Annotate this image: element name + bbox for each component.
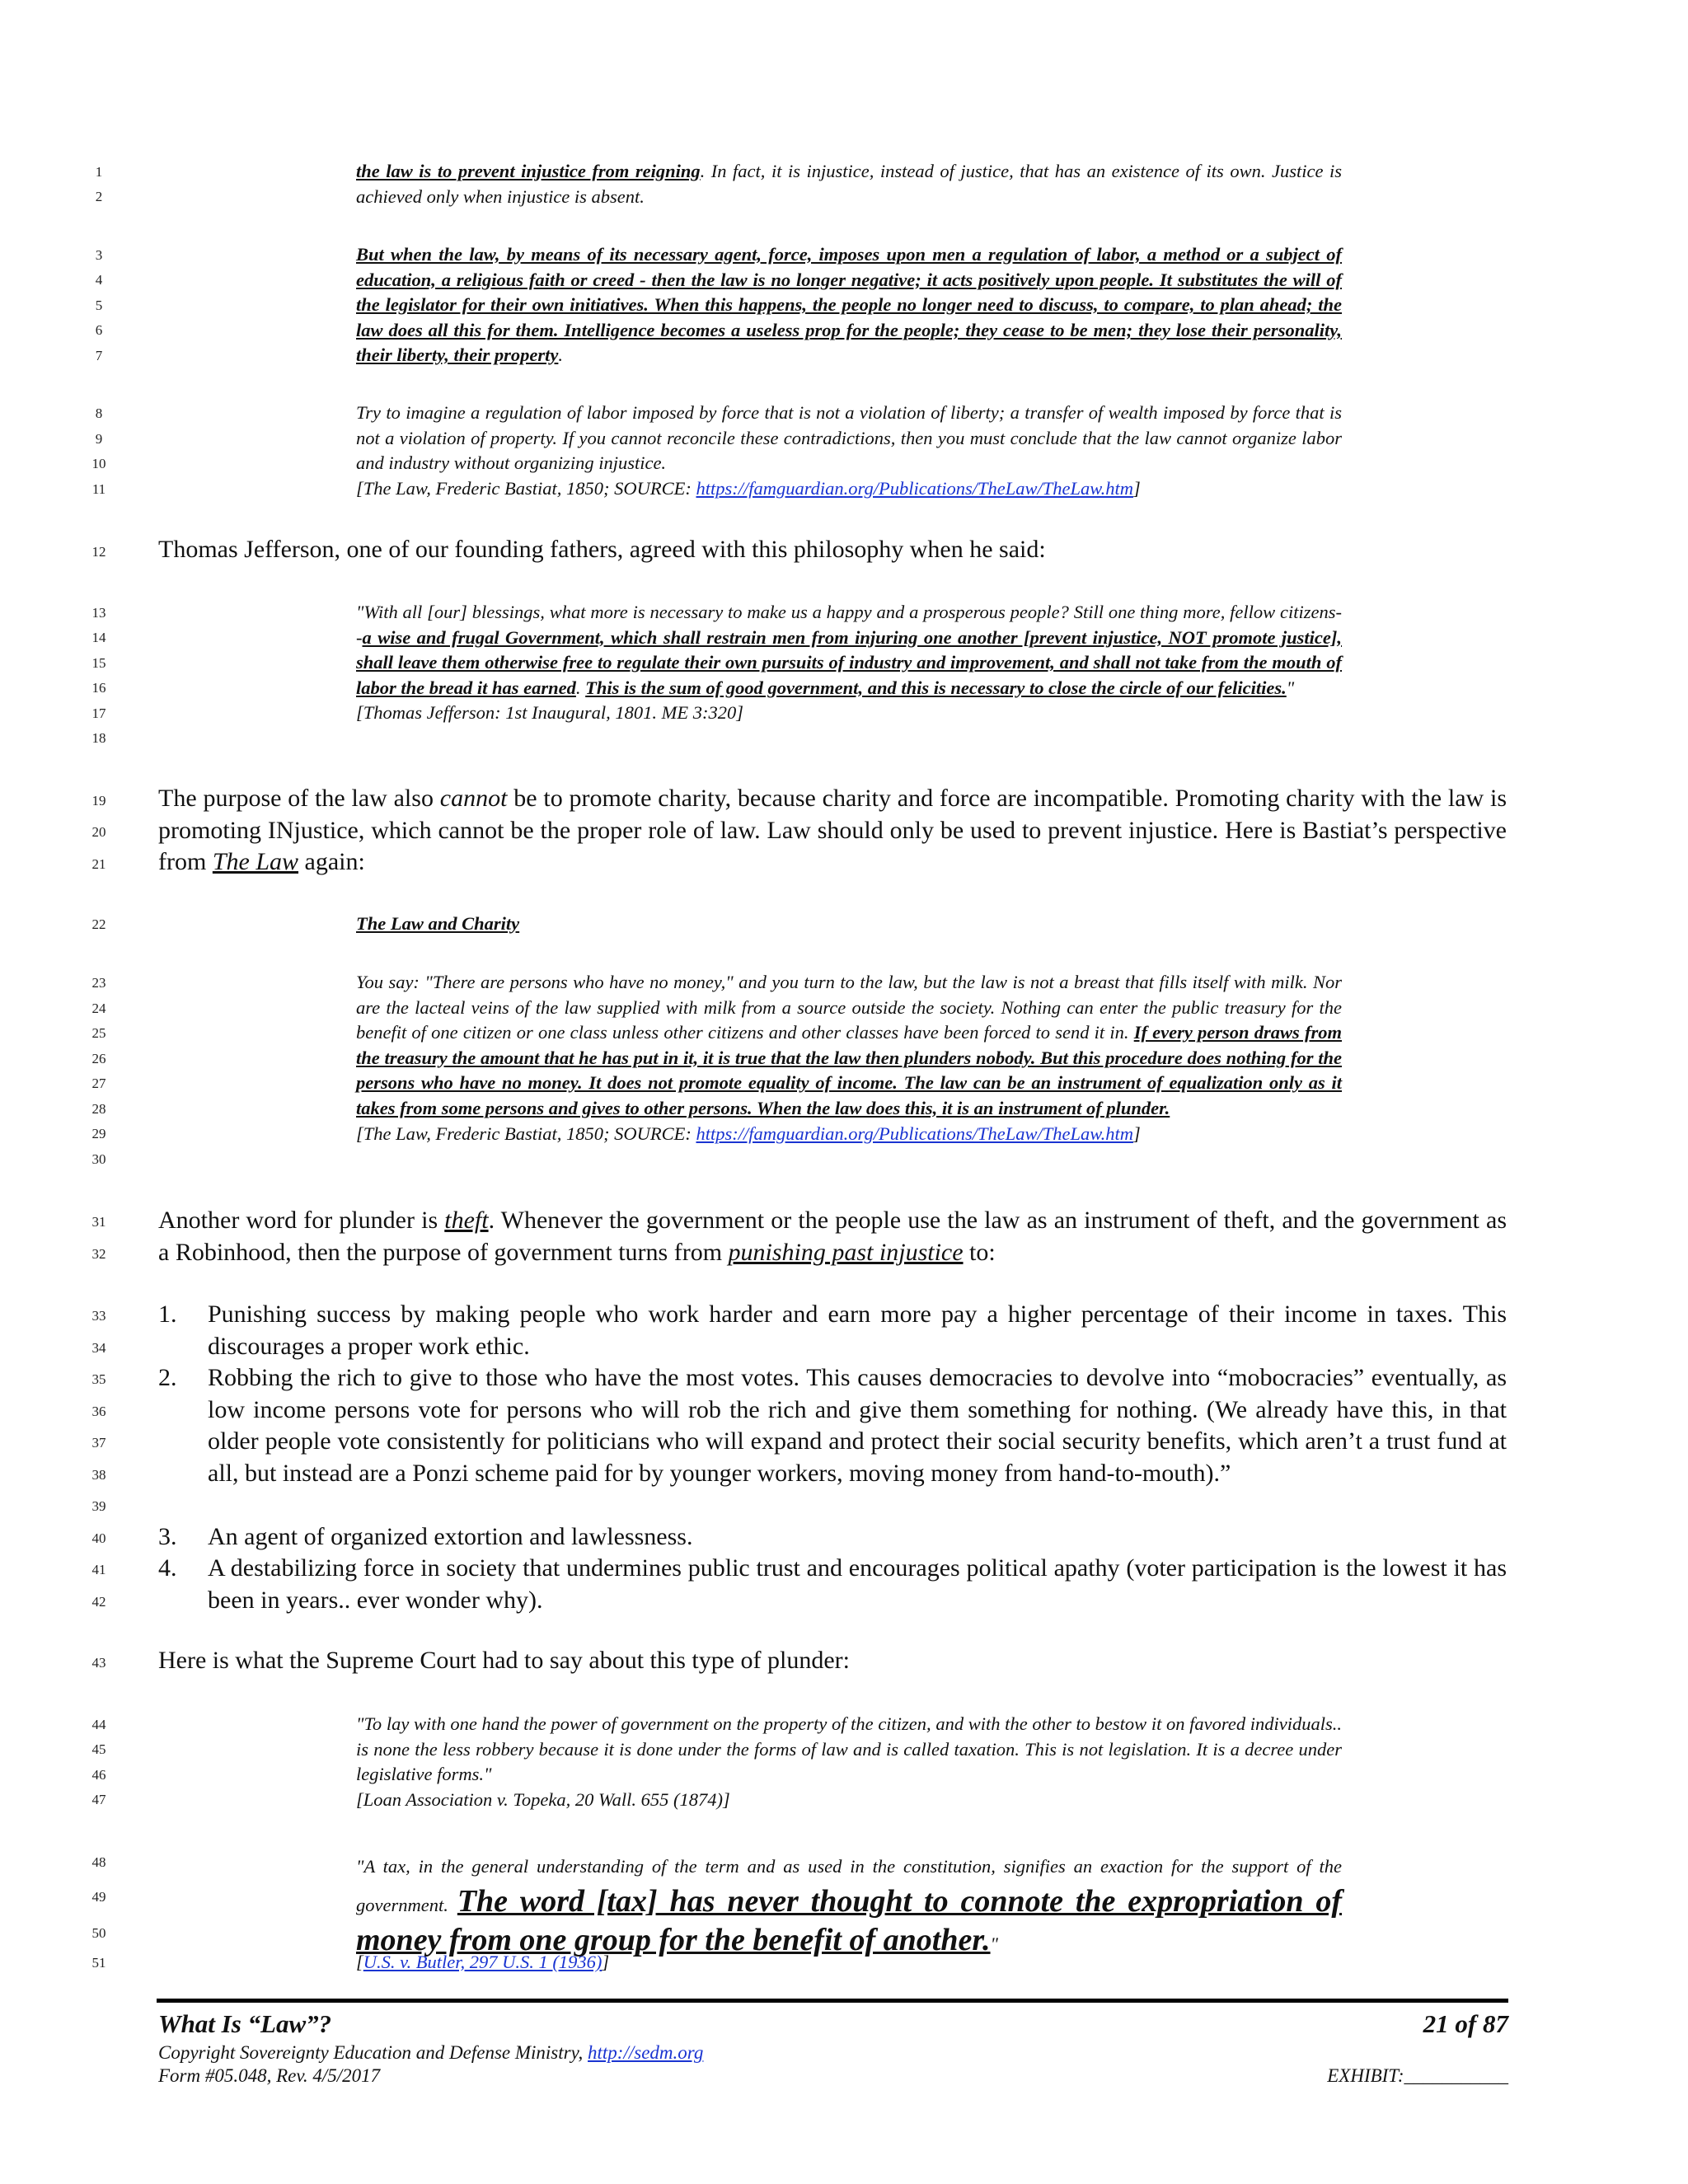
body-text: Here is what the Supreme Court had to say about this type of plunder:: [158, 1647, 850, 1674]
line-number: 40: [91, 1530, 106, 1546]
list-number: 3.: [158, 1523, 177, 1550]
body-text: be to promote charity, because charity and force are incompatible. Promoting charity with the law is promoting INjustice, which cannot be the proper role of law. Law should only be used to prevent injustice. Here is Bastiat’s perspective from: [158, 785, 1507, 875]
quote-bastiat-1: [356, 159, 1342, 209]
paragraph-supreme-court: [158, 1645, 1507, 1677]
quote-heading: [356, 912, 1342, 937]
quote-bastiat-charity: [356, 970, 1342, 1146]
list-number: 2.: [158, 1364, 177, 1391]
line-number: 12: [91, 544, 106, 560]
line-number: 24: [91, 1001, 106, 1016]
line-number: 47: [91, 1792, 106, 1807]
sedm-link[interactable]: http://sedm.org: [588, 2042, 704, 2063]
quote-bastiat-2: [356, 242, 1342, 368]
emphasis-text: a wise and frugal Government, which shall restrain men from injuring one another [prevent injustice, NOT promote justice], shall leave them otherwise free to regulate their own pursuits of industry and improvement, and shall not take from the mouth of labor the bread it has earned: [356, 626, 1342, 698]
quote-bastiat-3: [356, 401, 1342, 501]
body-text: . Whenever the government or the people use the law as an instrument of theft, and the government as a Robinhood, then the purpose of government turns from: [158, 1207, 1507, 1266]
body-text: cannot: [439, 785, 508, 812]
line-number: 38: [91, 1467, 106, 1483]
quote-text: ": [990, 1933, 998, 1954]
quote-butler: [356, 1849, 1342, 1961]
citation: [Thomas Jefferson: 1st Inaugural, 1801. ME 3:320]: [356, 702, 743, 724]
line-number: 26: [91, 1051, 106, 1066]
line-number: 15: [91, 655, 106, 671]
page-number: 21 of 87: [1423, 2009, 1508, 2038]
paragraph-plunder: [158, 1205, 1507, 1268]
source-link[interactable]: https://famguardian.org/Publications/TheLaw/TheLaw.htm: [696, 1122, 1133, 1144]
citation-text: [: [356, 1952, 363, 1972]
citation-text: [The Law, Frederic Bastiat, 1850; SOURCE:: [356, 1122, 696, 1144]
quote-text: "A tax, in the general understanding of the term and as used in the constitution, signifies an exaction for the support of the government.: [356, 1856, 1342, 1915]
citation: [356, 476, 1342, 502]
line-number: 29: [91, 1126, 106, 1141]
line-number: 51: [91, 1955, 106, 1971]
line-number: 21: [91, 856, 106, 872]
body-text: again:: [298, 848, 365, 875]
list-number: 1.: [158, 1301, 177, 1328]
line-number: 28: [91, 1101, 106, 1117]
list-item: [158, 1362, 1507, 1489]
line-number: 30: [91, 1151, 106, 1167]
quote-text: "To lay with one hand the power of government on the property of the citizen, and with the other to bestow it on favored individuals.. is none the less robbery because it is done under the forms of law and is called taxation. This is not legislation. It is a decree under legislative forms.": [356, 1713, 1342, 1785]
citation-butler: [356, 1950, 1342, 1975]
paragraph-charity: [158, 783, 1507, 879]
source-link[interactable]: https://famguardian.org/Publications/TheLaw/TheLaw.htm: [696, 477, 1133, 499]
line-number: 44: [91, 1717, 106, 1732]
line-number: 45: [91, 1741, 106, 1757]
list-text: An agent of organized extortion and lawlessness.: [208, 1523, 693, 1550]
quote-text: .: [575, 677, 586, 698]
line-number: 6: [95, 322, 103, 338]
line-number: 13: [91, 605, 106, 621]
line-number: 25: [91, 1025, 106, 1041]
line-number: 3: [95, 247, 103, 263]
line-number: 17: [91, 705, 106, 721]
heading-text: The Law and Charity: [356, 913, 520, 934]
footer-title: What Is “Law”?: [158, 2009, 332, 2038]
quote-text: .: [558, 344, 564, 366]
emphasis-text: But when the law, by means of its necessary agent, force, imposes upon men a regulation of labor, a method or a subject of education, a religious faith or creed - then the law is no longer negative; it acts positively upon people. It substitutes the will of the legislator for their own initiatives. When this happens, the people no longer need to discuss, to compare, to plan ahead; the law does all this for them. Intelligence becomes a useless prop for the people; they cease to be men; they lose their personality, their liberty, their property: [356, 244, 1342, 366]
line-number: 37: [91, 1435, 106, 1451]
emphasis-text: theft: [444, 1207, 489, 1234]
line-number: 10: [91, 456, 106, 471]
line-number: 36: [91, 1404, 106, 1419]
line-number: 16: [91, 680, 106, 696]
footer-copyright: [158, 2042, 703, 2064]
list-item: [158, 1299, 1507, 1362]
quote-text: Try to imagine a regulation of labor imposed by force that is not a violation of liberty; a transfer of wealth imposed by force that is not a violation of property. If you cannot reconcile these contradictions, then you must conclude that the law cannot organize labor and industry without organizing injustice.: [356, 402, 1342, 474]
line-number: 46: [91, 1767, 106, 1783]
citation: [Loan Association v. Topeka, 20 Wall. 655 (1874)]: [356, 1788, 730, 1810]
line-number: 22: [91, 916, 106, 932]
list-text: Punishing success by making people who work harder and earn more pay a higher percentage of their income in taxes. This discourages a proper work ethic.: [208, 1301, 1507, 1360]
line-number: 42: [91, 1594, 106, 1610]
line-number: 32: [91, 1246, 106, 1262]
line-number: 43: [91, 1655, 106, 1671]
book-title: The Law: [212, 848, 299, 875]
line-number: 27: [91, 1076, 106, 1091]
line-number: 4: [95, 272, 103, 288]
citation-text: ]: [602, 1952, 610, 1972]
emphasis-text: If every person draws from the treasury the amount that he has put in it, it is true that the law then plunders nobody. But this procedure does nothing for the persons who have no money. It does not promote equality of income. The law can be an instrument of equalization only as it takes from some persons and gives to other persons. When the law does this, it is an instrument of plunder.: [356, 1022, 1343, 1118]
line-number: 49: [91, 1889, 106, 1905]
list-item: [158, 1553, 1507, 1616]
list-number: 4.: [158, 1554, 177, 1582]
line-number: 41: [91, 1562, 106, 1577]
emphasis-text: punishing past injustice: [728, 1238, 964, 1266]
line-number: 7: [95, 348, 103, 363]
footer-form: Form #05.048, Rev. 4/5/2017: [158, 2065, 381, 2086]
line-number: 35: [91, 1371, 106, 1387]
quote-text: You say: "There are persons who have no money," and you turn to the law, but the law is not a breast that fills itself with milk. Nor are the lacteal veins of the law supplied with milk from a source outside the society. Nothing can enter the public treasury for the benefit of one citizen or one class unless other citizens and other classes have been forced to send it in.: [356, 972, 1342, 1043]
line-number: 8: [95, 405, 103, 421]
line-number: 48: [91, 1854, 106, 1870]
line-number: 19: [91, 793, 106, 808]
line-number: 11: [91, 481, 106, 497]
footer-exhibit: EXHIBIT:___________: [1327, 2065, 1508, 2086]
line-number: 1: [95, 164, 103, 180]
citation-text: [The Law, Frederic Bastiat, 1850; SOURCE:: [356, 477, 696, 499]
emphasis-text: The word [tax] has never thought to connote the expropriation of money from one group for the benefit of another.: [356, 1884, 1342, 1957]
quote-text: "With all [our] blessings, what more is necessary to make us a happy and a prosperous people? Still one thing more, fellow citizens--: [356, 602, 1342, 648]
line-number: 14: [91, 630, 106, 645]
body-text: Thomas Jefferson, one of our founding fathers, agreed with this philosophy when he said:: [158, 536, 1046, 563]
list-text: A destabilizing force in society that undermines public trust and encourages political apathy (voter participation is the lowest it has been in years.. ever wonder why).: [208, 1554, 1507, 1614]
quote-topeka: [356, 1712, 1342, 1812]
line-number: 34: [91, 1340, 106, 1356]
body-text: The purpose of the law also: [158, 785, 440, 812]
line-number: 39: [91, 1498, 106, 1514]
line-number: 31: [91, 1214, 106, 1230]
copyright-text: Copyright Sovereignty Education and Defense Ministry,: [158, 2042, 588, 2063]
line-number: 18: [91, 730, 106, 746]
emphasis-text: This is the sum of good government, and this is necessary to close the circle of our felicities.: [585, 677, 1287, 698]
line-number: 2: [95, 189, 103, 204]
body-text: to:: [963, 1238, 996, 1266]
list-text: Robbing the rich to give to those who have the most votes. This causes democracies to devolve into “mobocracies” eventually, as low income persons vote for persons who will rob the rich and give them something for nothing. (We already have this, in that older people vote consistently for politicians who will expand and protect their social security benefits, which aren’t a trust fund at all, but instead are a Ponzi scheme paid for by younger workers, moving money from hand-to-mouth).”: [208, 1364, 1507, 1487]
emphasis-text: the law is to prevent injustice from reigning: [356, 161, 701, 181]
line-number: 33: [91, 1308, 106, 1324]
line-number: 5: [95, 298, 103, 313]
quote-text: . In fact, it is injustice, instead of justice, that has an existence of its own. Justice is achieved only when injustice is absent.: [356, 161, 1342, 207]
citation: [356, 1122, 1342, 1147]
quote-jefferson: [356, 600, 1342, 726]
case-link[interactable]: U.S. v. Butler, 297 U.S. 1 (1936): [363, 1952, 603, 1972]
citation-text: ]: [1132, 477, 1141, 499]
quote-text: ": [1286, 677, 1295, 698]
paragraph-jefferson-intro: [158, 534, 1507, 566]
citation-text: ]: [1132, 1122, 1141, 1144]
list-item: [158, 1521, 1507, 1554]
line-number: 50: [91, 1925, 106, 1941]
body-text: Another word for plunder is: [158, 1207, 445, 1234]
line-number: 23: [91, 975, 106, 991]
line-number: 9: [95, 431, 103, 447]
line-number: 20: [91, 824, 106, 840]
footer-rule: [157, 1999, 1508, 2003]
